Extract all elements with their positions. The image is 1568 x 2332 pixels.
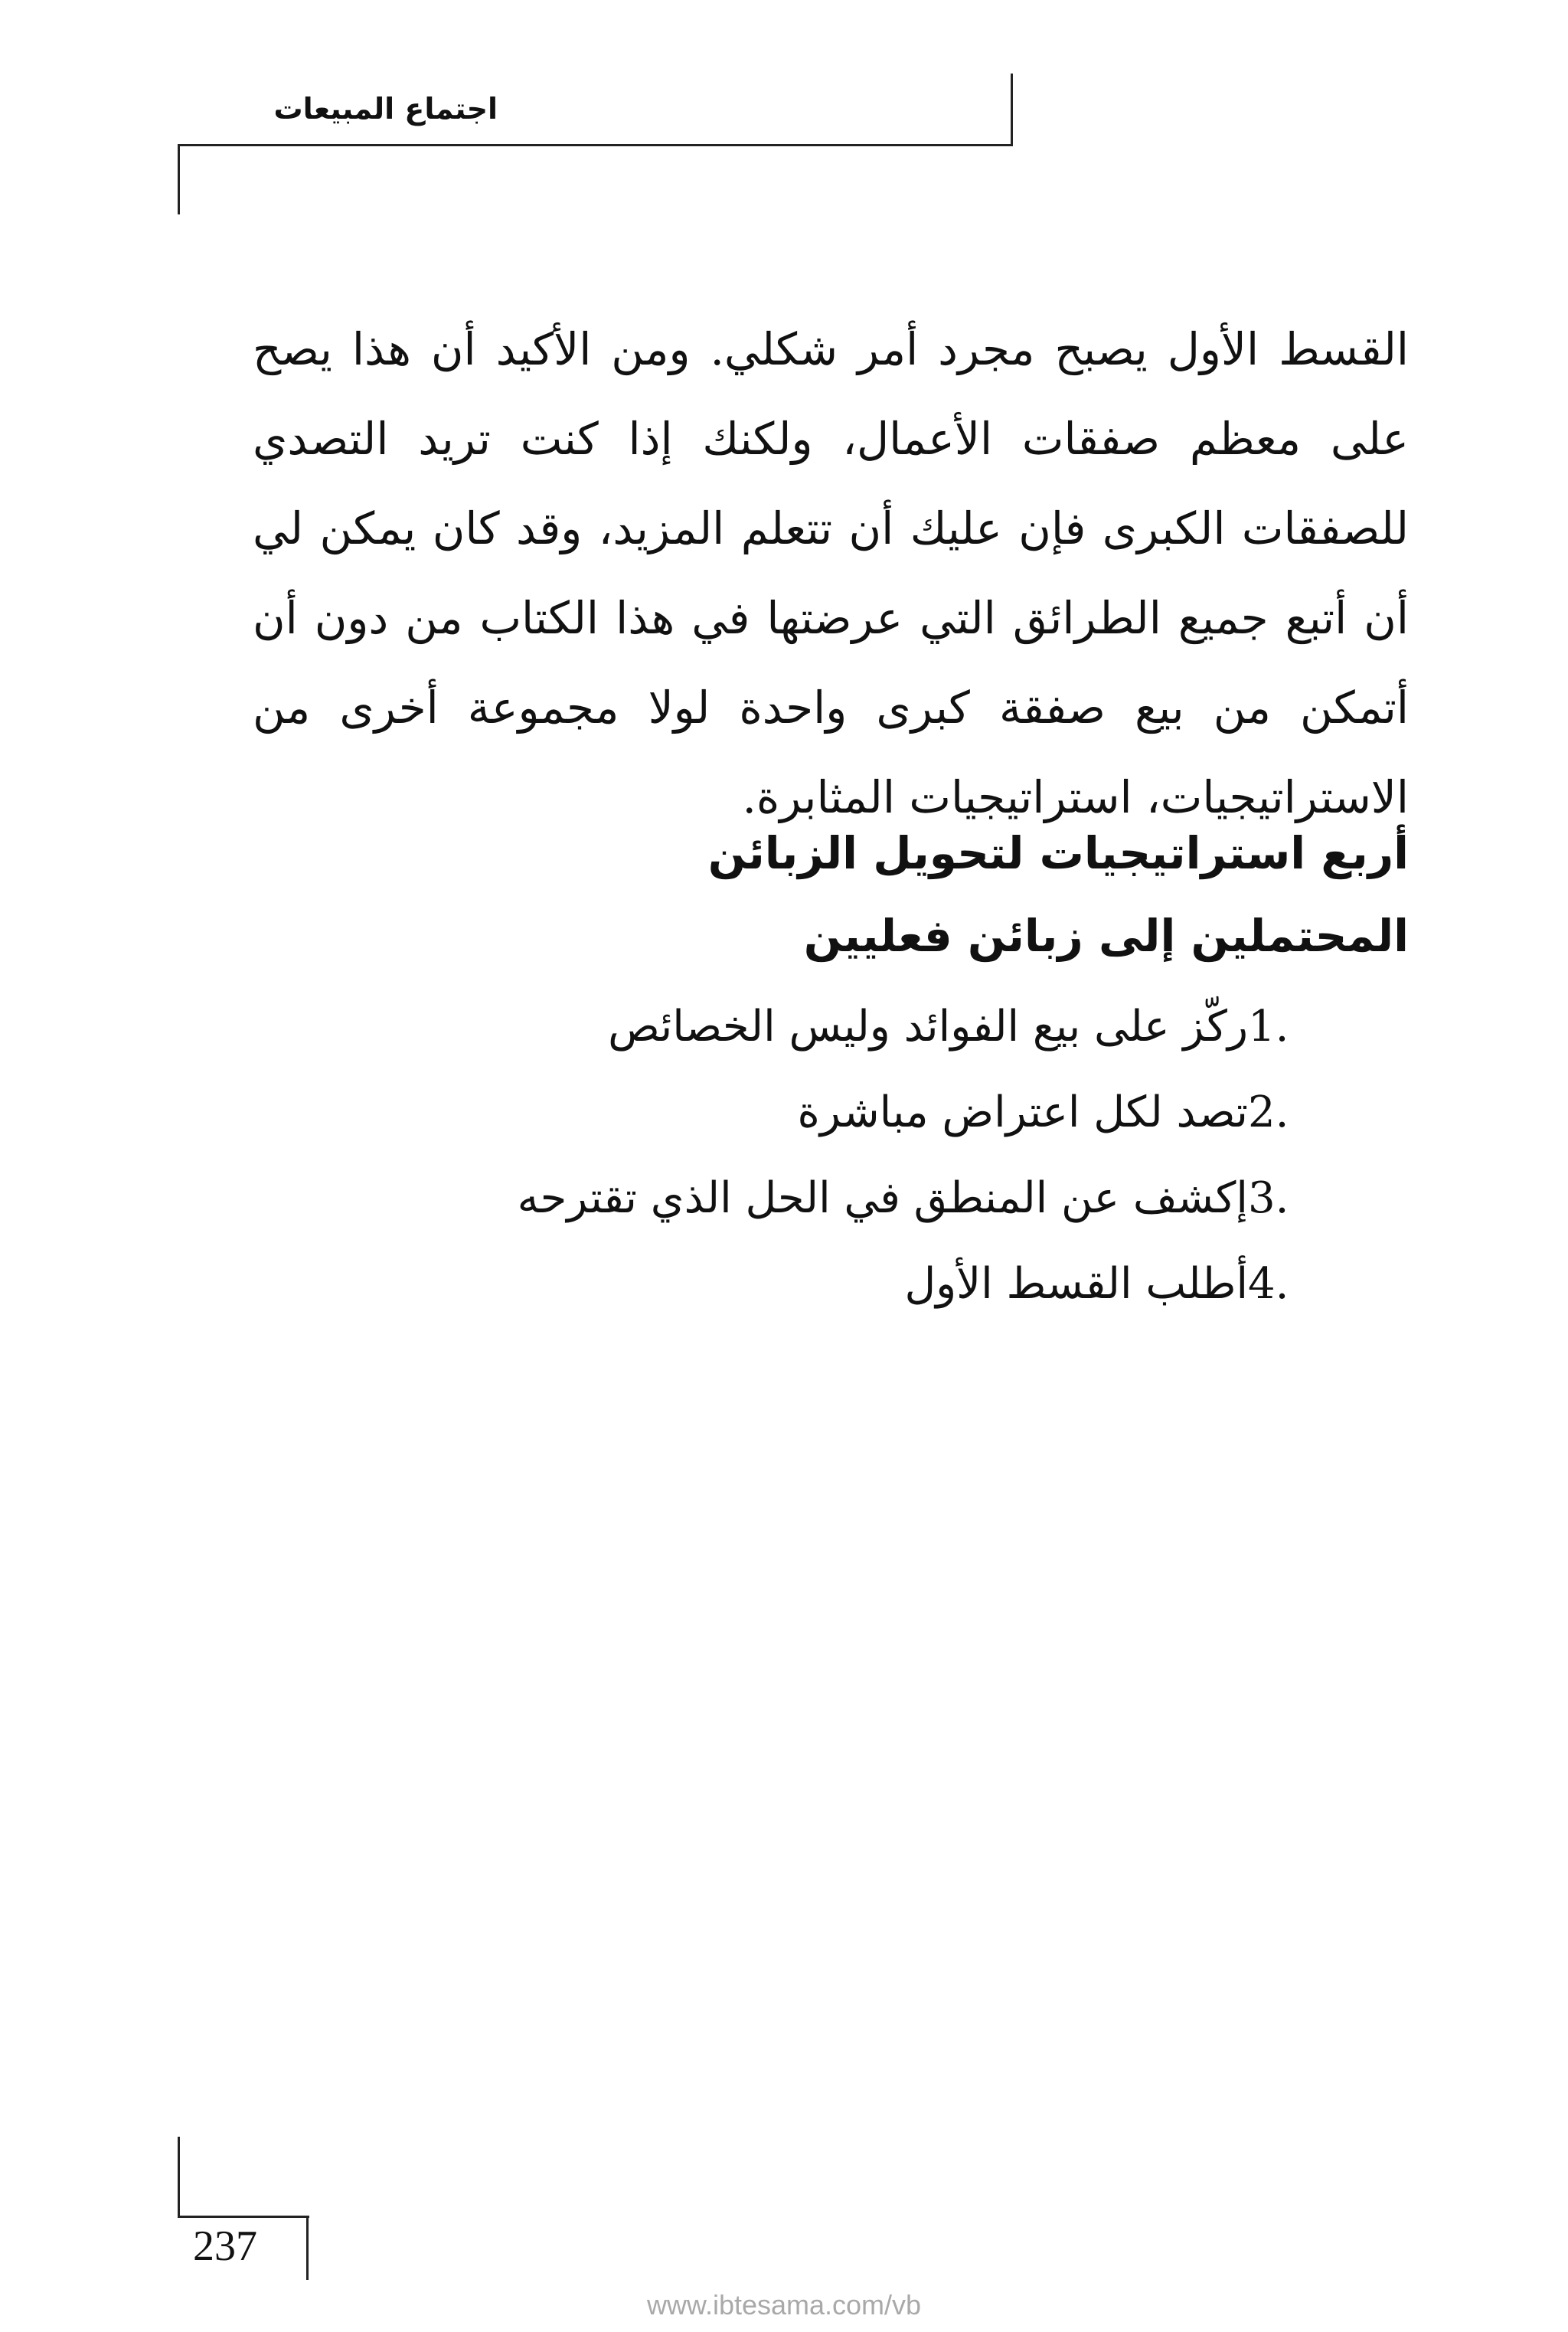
list-item-number: 4. [1248, 1259, 1289, 1309]
watermark-url: www.ibtesama.com/vb [646, 2289, 922, 2321]
list-item [429, 1070, 1332, 1156]
list-item-text: ركّز على بيع الفوائد وليس الخصائص [608, 1002, 1248, 1052]
header-rule-horizontal [178, 144, 1013, 146]
list-item-text: أطلب القسط الأول [904, 1259, 1248, 1309]
running-header-title: اجتماع المبيعات [273, 92, 498, 126]
footer-rule-vertical-right [306, 2216, 309, 2280]
list-item-text: إكشف عن المنطق في الحل الذي تقترحه [517, 1173, 1248, 1223]
list-item [429, 1156, 1332, 1241]
list-item [429, 1241, 1332, 1327]
footer-rule-vertical-left [178, 2137, 180, 2216]
section-heading-line-1: أربع استراتيجيات لتحويل الزبائن [707, 827, 1409, 879]
section-heading-line-2: المحتملين إلى زبائن فعليين [803, 910, 1409, 962]
header-rule-vertical-left [178, 144, 180, 214]
list-item-number: 2. [1248, 1088, 1289, 1137]
body-paragraph: القسط الأول يصبح مجرد أمر شكلي. ومن الأكيد أن هذا يصح على معظم صفقات الأعمال، ولكنك إذا كنت تريد التصدي للصفقات الكبرى فإن عليك أن تتعلم المزيد، وقد كان يمكن لي أن أتبع جميع الطرائق التي عرضتها في هذا الكتاب من دون أن أتمكن من بيع صفقة كبرى واحدة لولا مجموعة أخرى من الاستراتيجيات، استراتيجيات المثابرة. [253, 323, 1409, 823]
footer-rule-horizontal [178, 2216, 309, 2218]
list-item-number: 1. [1248, 1002, 1289, 1052]
section-heading [689, 812, 1409, 977]
strategy-list [429, 984, 1332, 1327]
page-number: 237 [193, 2222, 257, 2270]
list-item-text: تصد لكل اعتراض مباشرة [797, 1088, 1248, 1137]
header-rule-vertical-right [1011, 74, 1013, 146]
list-item-number: 3. [1248, 1173, 1289, 1223]
list-item [429, 984, 1332, 1070]
